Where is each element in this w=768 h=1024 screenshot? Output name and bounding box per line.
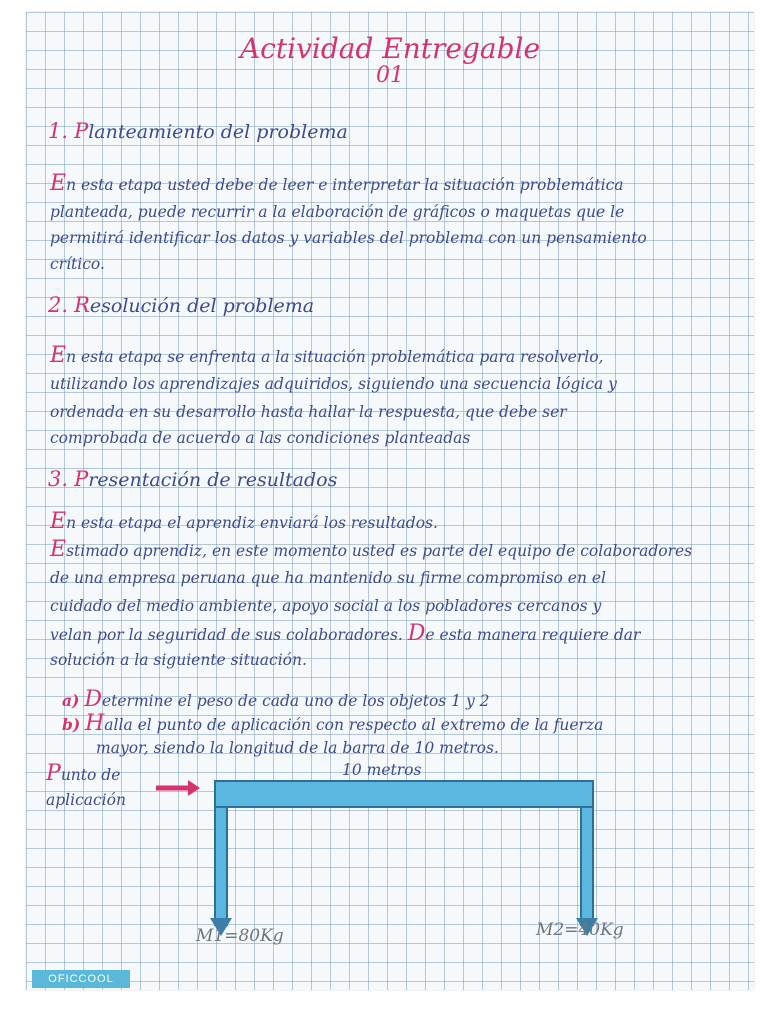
- section-2-line-3: ordenada en su desarrollo hasta hallar la respuesta, que debe ser: [50, 403, 567, 421]
- task-b-cap: H: [85, 711, 105, 736]
- arrow-right-icon: [154, 778, 202, 798]
- section-3-intro-cap: E: [50, 509, 67, 534]
- section-1-line-1: En esta etapa usted debe de leer e interpretar la situación problemática: [50, 171, 624, 196]
- point-label-line-2: aplicación: [46, 791, 126, 809]
- section-2-number: 2.: [48, 293, 69, 317]
- page-title: Actividad Entregable: [239, 32, 541, 65]
- section-3-line-2: de una empresa peruana que ha mantenido su firme compromiso en el: [50, 569, 606, 587]
- section-1-number: 1.: [48, 119, 69, 143]
- task-a: a) Determine el peso de cada uno de los objetos 1 y 2: [62, 687, 490, 712]
- point-label-cap: P: [46, 761, 61, 786]
- section-1-line-3: permitirá identificar los datos y variables del problema con un pensamiento: [50, 229, 647, 247]
- section-2-heading: [48, 294, 314, 317]
- beam-left-leg: [214, 808, 228, 926]
- section-3-heading-cap: P: [74, 467, 89, 491]
- section-2-heading-cap: R: [74, 293, 90, 317]
- footer-watermark-tag: OFICCOOL: [32, 970, 130, 988]
- section-3-heading-text: resentación de resultados: [88, 469, 338, 491]
- section-3-number: 3.: [48, 467, 69, 491]
- task-b-marker: b): [62, 715, 81, 734]
- section-2-first-cap: E: [50, 343, 67, 368]
- section-3-body-cap: E: [50, 537, 67, 562]
- notebook-page: [26, 12, 754, 990]
- point-label-line-1: Punto de: [46, 761, 121, 786]
- page-subtitle: 01: [376, 63, 404, 88]
- beam-right-leg: [580, 808, 594, 926]
- beam-length-label: 10 metros: [342, 761, 422, 779]
- section-1-first-cap: E: [50, 171, 67, 196]
- task-b-continuation: mayor, siendo la longitud de la barra de 10 metros.: [96, 739, 499, 757]
- task-b: b) Halla el punto de aplicación con respecto al extremo de la fuerza: [62, 711, 604, 736]
- section-2-line-2: utilizando los aprendizajes adquiridos, siguiendo una secuencia lógica y: [50, 375, 617, 393]
- task-a-cap: D: [84, 687, 102, 712]
- mass-1-label: M1=80Kg: [196, 926, 284, 946]
- section-3-line-5: solución a la siguiente situación.: [50, 651, 307, 669]
- mass-2-label: M2=40Kg: [536, 920, 624, 940]
- section-3-line-4: velan por la seguridad de sus colaboradores. De esta manera requiere dar: [50, 621, 641, 646]
- section-3-inline-cap: D: [407, 621, 426, 646]
- section-1-heading-text: lanteamiento del problema: [88, 121, 348, 143]
- section-3-heading: [48, 468, 337, 491]
- section-1-heading: [48, 120, 348, 143]
- beam-bar: [214, 780, 594, 808]
- section-3-line-3: cuidado del medio ambiente, apoyo social a los pobladores cercanos y: [50, 597, 602, 615]
- section-1-heading-cap: P: [74, 119, 89, 143]
- section-1-line-2: planteada, puede recurrir a la elaboración de gráficos o maquetas que le: [50, 203, 625, 221]
- section-2-heading-text: esolución del problema: [89, 295, 315, 317]
- section-3-line-1: Estimado aprendiz, en este momento usted es parte del equipo de colaboradores: [50, 537, 693, 562]
- section-1-line-4: crítico.: [50, 255, 105, 273]
- section-2-line-1: En esta etapa se enfrenta a la situación problemática para resolverlo,: [50, 343, 604, 368]
- section-2-line-4: comprobada de acuerdo a las condiciones planteadas: [50, 429, 471, 447]
- section-3-intro: En esta etapa el aprendiz enviará los resultados.: [50, 509, 438, 534]
- task-a-marker: a): [62, 691, 80, 710]
